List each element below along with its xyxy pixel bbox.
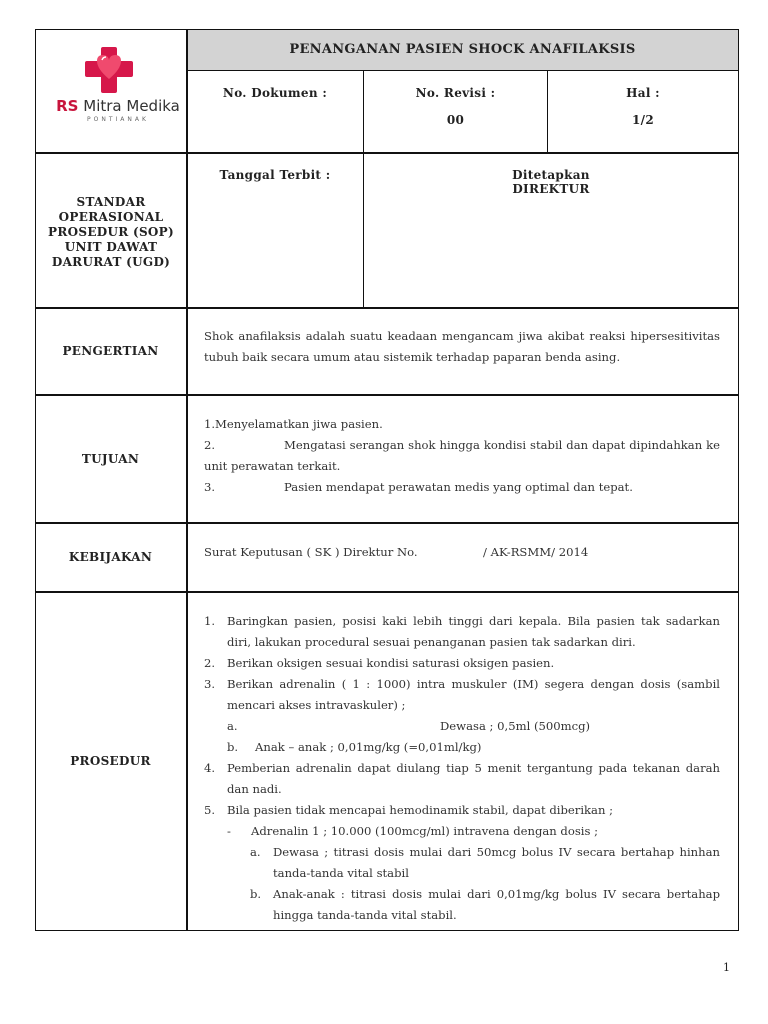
step-num: 5. bbox=[204, 803, 216, 817]
tujuan-item-3: Pasien mendapat perawatan medis yang optimal dan tepat. bbox=[284, 480, 633, 494]
sub-letter: b. bbox=[250, 887, 262, 901]
prosedur-step-5a: Dewasa ; titrasi dosis mulai dari 50mcg bolus IV secara bertahap hinhan tanda-tanda vital stabil bbox=[273, 845, 720, 880]
tujuan-item-2: Mengatasi serangan shok hingga kondisi stabil dan dapat dipindahkan ke unit perawatan terkait. bbox=[204, 438, 720, 473]
kebijakan-label: KEBIJAKAN bbox=[68, 550, 153, 564]
step-num: 3. bbox=[204, 677, 216, 691]
sub-letter: b. bbox=[227, 740, 239, 754]
tujuan-label: TUJUAN bbox=[81, 452, 140, 466]
kebijakan-text: Surat Keputusan ( SK ) Direktur No. bbox=[204, 545, 418, 559]
red-cross-heart-icon bbox=[83, 45, 135, 95]
tujuan-num-3: 3. bbox=[204, 480, 216, 494]
document-title: PENANGANAN PASIEN SHOCK ANAFILAKSIS bbox=[289, 42, 636, 57]
prosedur-step-3: Berikan adrenalin ( 1 : 1000) intra muskuler (IM) segera dengan dosis (sambil mencari akses intravaskuler) ; bbox=[227, 677, 720, 712]
sub-letter: a. bbox=[250, 845, 261, 859]
sop-document bbox=[35, 29, 739, 931]
no-revisi-label: No. Revisi : bbox=[415, 86, 496, 100]
tanggal-terbit-label: Tanggal Terbit : bbox=[219, 168, 331, 182]
prosedur-step-3a: Dewasa ; 0,5ml (500mcg) bbox=[440, 719, 591, 733]
prosedur-step-2: Berikan oksigen sesuai kondisi saturasi oksigen pasien. bbox=[227, 656, 555, 670]
direktur-label: DIREKTUR bbox=[512, 182, 590, 196]
sop-label: STANDAR OPERASIONAL PROSEDUR (SOP) UNIT DAWAT DARURAT (UGD) bbox=[48, 195, 174, 269]
prosedur-step-5-sub: Adrenalin 1 ; 10.000 (100mcg/ml) intravena dengan dosis ; bbox=[251, 824, 599, 838]
tujuan-num-2: 2. bbox=[204, 438, 216, 452]
tujuan-item-1: 1.Menyelamatkan jiwa pasien. bbox=[204, 417, 383, 431]
prosedur-step-5: Bila pasien tidak mencapai hemodinamik stabil, dapat diberikan ; bbox=[227, 803, 614, 817]
sub-dash: - bbox=[227, 824, 231, 838]
prosedur-step-4: Pemberian adrenalin dapat diulang tiap 5 menit tergantung pada tekanan darah dan nadi. bbox=[227, 761, 720, 796]
prosedur-step-3b: Anak – anak ; 0,01mg/kg (=0,01ml/kg) bbox=[255, 740, 482, 754]
prosedur-label: PROSEDUR bbox=[70, 754, 151, 768]
prosedur-step-5b: Anak-anak : titrasi dosis mulai dari 0,01mg/kg bolus IV secara bertahap hingga tanda-tanda vital stabil. bbox=[273, 887, 720, 922]
step-num: 1. bbox=[204, 614, 216, 628]
no-revisi-value: 00 bbox=[446, 113, 465, 127]
hal-label: Hal : bbox=[626, 86, 660, 100]
prosedur-step-1: Baringkan pasien, posisi kaki lebih tinggi dari kepala. Bila pasien tak sadarkan diri, lakukan procedural sesuai penanganan pasien tak sadarkan diri. bbox=[227, 614, 720, 649]
hospital-logo-name: RS Mitra Medika bbox=[56, 97, 180, 115]
pengertian-text: Shok anafilaksis adalah suatu keadaan mengancam jiwa akibat reaksi hipersesitivitas tubuh baik secara umum atau sistemik terhadap paparan benda asing. bbox=[204, 329, 720, 364]
step-num: 2. bbox=[204, 656, 216, 670]
hal-value: 1/2 bbox=[632, 113, 654, 127]
step-num: 4. bbox=[204, 761, 216, 775]
page-number: 1 bbox=[723, 961, 730, 974]
hospital-logo-city: PONTIANAK bbox=[87, 116, 149, 123]
sub-letter: a. bbox=[227, 719, 238, 733]
no-dokumen-label: No. Dokumen : bbox=[222, 86, 328, 100]
pengertian-label: PENGERTIAN bbox=[62, 344, 159, 358]
ditetapkan-label: Ditetapkan bbox=[512, 168, 590, 182]
kebijakan-suffix: / AK-RSMM/ 2014 bbox=[483, 545, 589, 559]
